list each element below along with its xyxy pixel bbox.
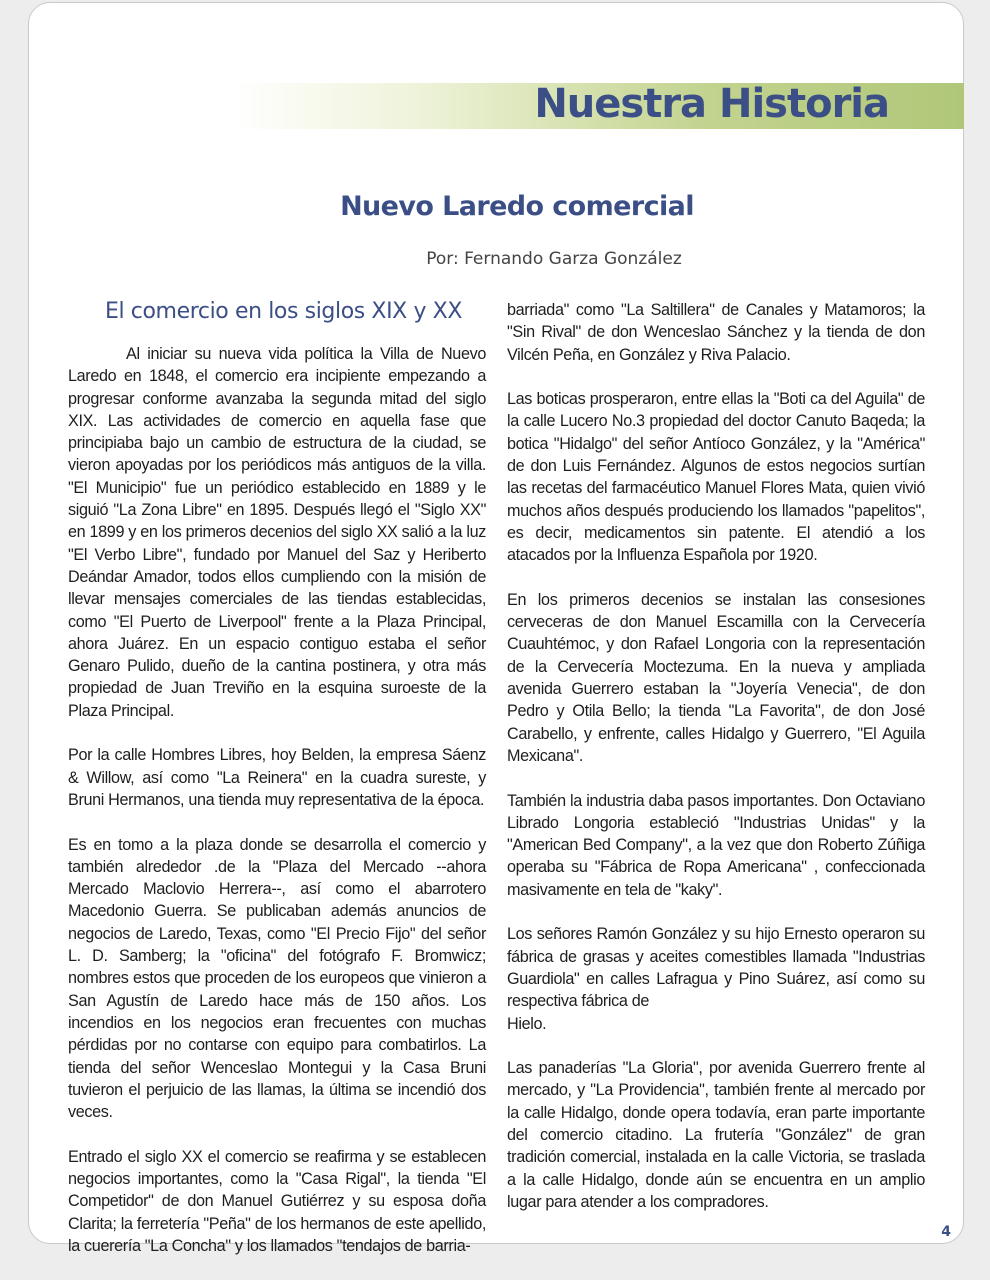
paragraph: Los señores Ramón González y su hijo Ernesto operaron su fábrica de grasas y aceites comestibles llamada "Industrias Guardiola" en calles Lafragua y Pino Suárez, así como su respectiva fábrica de — [507, 925, 925, 1011]
section-title: Nuestra Historia — [534, 81, 889, 127]
paragraph: También la industria daba pasos importantes. Don Octaviano Librado Longoria estableció "Industrias Unidas" y la "American Bed Company", a la vez que don Roberto Zúñiga operaba su "Fábrica de Ropa Americana" , confeccionada masivamente en tela de "kaky". — [507, 791, 925, 899]
right-column — [507, 299, 925, 1213]
paragraph: Al iniciar su nueva vida política la Villa de Nuevo Laredo en 1848, el comercio era incipiente empezando a progresar conforme avanzaba la segunda mitad del siglo XIX. Las actividades de comercio en aquella fase que principiaba bajo un cambio de estructura de la ciudad, se vieron apoyadas por los periódicos más antiguos de la villa. "El Municipio" fue un periódico establecido en 1889 y le siguió "La Zona Libre" en 1895. Después llegó el "Siglo XX" en 1899 y en los primeros decenios del siglo XX salió a la luz "El Verbo Libre", fundado por Manuel del Saz y Heriberto Deándar Amador, todos ellos cumpliendo con la misión de llevar mensajes comerciales de las tiendas establecidas, como "El Puerto de Liverpool" frente a la Plaza Principal, ahora Juárez. En un espacio contiguo estaba el señor Genaro Pulido, dueño de la cantina postinera, y otra más propiedad de Juan Treviño en la esquina suroeste de la Plaza Principal. — [68, 345, 486, 720]
paragraph: Las panaderías "La Gloria", por avenida Guerrero frente al mercado, y "La Providencia", también frente al mercado por la calle Hidalgo, donde opera todavía, eran parte importante del comercio citadino. La frutería "González" de gran tradición comercial, instalada en la calle Victoria, se traslada a la calle Hidalgo, donde aún se encuentra en un amplio lugar para atender a los compradores. — [507, 1059, 925, 1211]
section-heading: El comercio en los siglos XIX y XX — [105, 299, 462, 324]
article-title: Nuevo Laredo comercial — [340, 191, 694, 222]
paragraph: Hielo. — [507, 1014, 547, 1033]
byline: Por: Fernando Garza González — [426, 249, 682, 269]
paragraph: barriada" como "La Saltillera" de Canales y Matamoros; la "Sin Rival" de don Wenceslao Sánchez y la tienda de don Vilcén Peña, en González y Riva Palacio. — [507, 301, 925, 364]
paragraph: Por la calle Hombres Libres, hoy Belden, la empresa Sáenz & Willow, así como "La Reinera" en la cuadra sureste, y Bruni Hermanos, una tienda muy representativa de la época. — [68, 746, 486, 809]
paragraph: Entrado el siglo XX el comercio se reafirma y se establecen negocios importantes, como la "Casa Rigal", la tienda "El Competidor" de don Manuel Gutiérrez y su esposa doña Clarita; la ferretería "Peña" de los hermanos de este apellido, la cuerería "La Concha" y los llamados "tendajos de barria- — [68, 1147, 486, 1255]
paragraph: Es en tomo a la plaza donde se desarrolla el comercio y también alrededor .de la "Plaza del Mercado --ahora Mercado Maclovio Herrera--, así como el abarrotero Macedonio Guerra. Se publicaban además anuncios de negocios de Laredo, Texas, como "El Precio Fijo" del señor L. D. Samberg; la "oficina" del fotógrafo F. Bromwicz; nombres estos que proceden de los europeos que vinieron a San Agustín de Laredo hace más de 150 años. Los incendios en los negocios eran frecuentes con muchas pérdidas por no contarse con equipo para combatirlos. La tienda del señor Wenceslao Montegui y la Casa Bruni tuvieron el perjuicio de las llamas, la última se incendió dos veces. — [68, 835, 486, 1122]
page-number: 4 — [941, 1224, 951, 1240]
paragraph: Las boticas prosperaron, entre ellas la "Boti ca del Aguila" de la calle Lucero No.3 propiedad del doctor Canuto Baqeda; la botica "Hidalgo" del señor Antíoco González, y la "América" de don Luis Fernández. Algunos de estos negocios surtían las recetas del farmacéutico Manuel Flores Mata, quien vivió muchos años después produciendo los llamados "papelitos", es decir, medicamentos sin patente. El atendió a los atacados por la Influenza Española por 1920. — [507, 390, 925, 565]
left-column — [68, 343, 486, 1257]
paragraph: En los primeros decenios se instalan las consesiones cerveceras de don Manuel Escamilla con la Cervecería Cuauhtémoc, y don Rafael Longoria con la representación de la Cervecería Moctezuma. En la nueva y ampliada avenida Guerrero estaban la "Joyería Venecia", de don Pedro y Otila Bello; la tienda "La Favorita", de don José Carabello, y enfrente, calles Hidalgo y Guerrero, "El Aguila Mexicana". — [507, 590, 925, 765]
magazine-page — [28, 2, 964, 1255]
